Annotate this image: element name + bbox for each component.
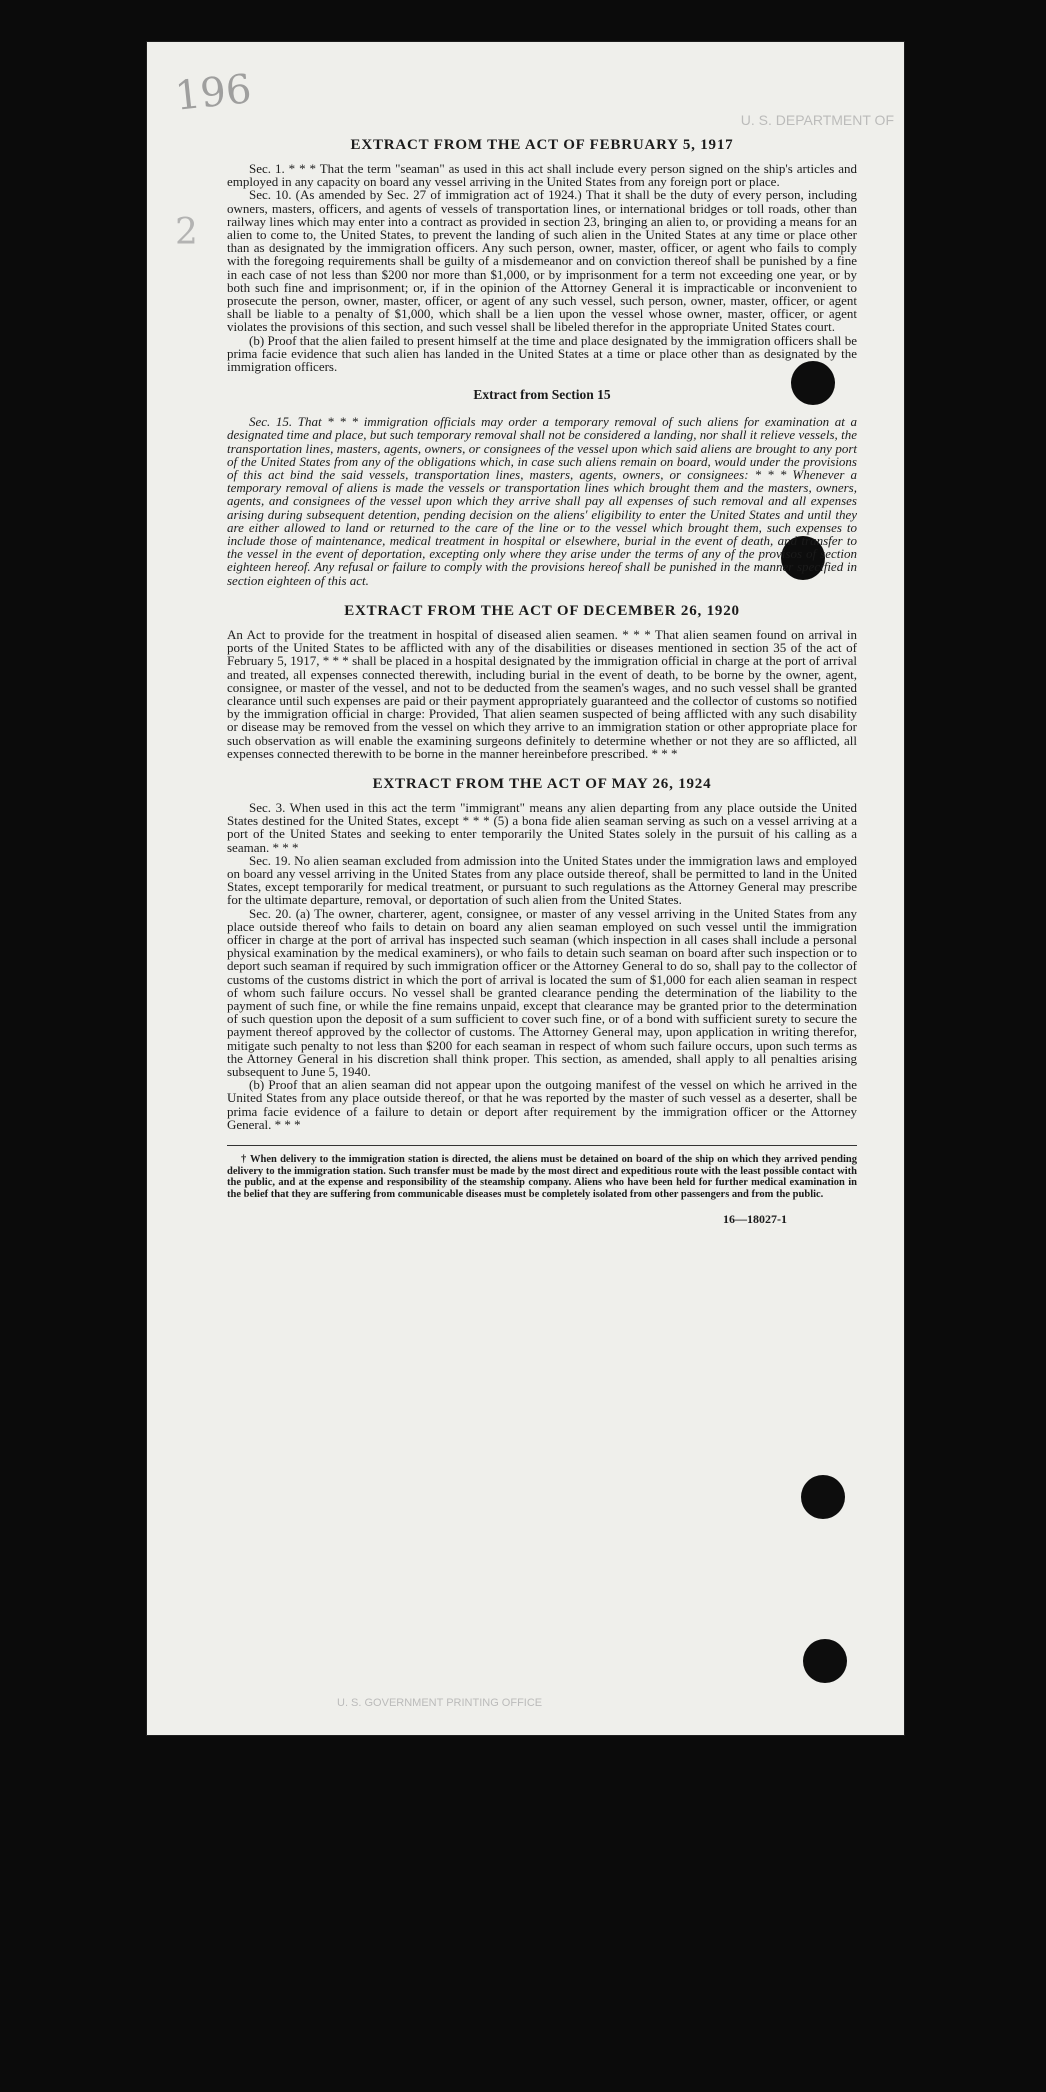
heading-act-1917: EXTRACT FROM THE ACT OF FEBRUARY 5, 1917 (350, 137, 734, 153)
paragraph-sec-20a: Sec. 20. (a) The owner, charterer, agent, consignee, or master of any vessel arriving in the United States from any place outside thereof who fails to detain on board any alien seaman employed on such vessel until the immigration officer in charge at the port of arrival has inspected such seaman (which inspection in all cases shall include a personal physical examination by the medical examiners), or who fails to detain such seaman on board after such inspection or to deport such seaman if required by such immigration officer or the Attorney General to do so, shall pay to the collector of customs of the customs district in which the port of arrival is located the sum of $1,000 for each alien seaman in respect of whom such failure occurs. No vessel shall be granted clearance pending the determination of the liability to the payment of such fine, or while the fine remains unpaid, except that clearance may be granted prior to the determination of such question upon the deposit of a sum sufficient to cover such fine, or of a bond with sufficient surety to secure the payment thereof approved by the collector of customs. The Attorney General may, upon application in writing therefor, mitigate such penalty to not less than $200 for each seaman in respect of whom such failure occurs, upon such terms as the Attorney General in his discretion shall think proper. This section, as amended, shall apply to all penalties arising subsequent to June 5, 1940. (227, 905, 857, 1079)
handwritten-margin-mark: 2 (175, 212, 198, 253)
punch-hole-4 (803, 1639, 847, 1683)
punch-hole-3 (801, 1475, 845, 1519)
bleed-through-footer: U. S. GOVERNMENT PRINTING OFFICE (337, 1697, 543, 1709)
handwritten-margin-number: 196 (172, 66, 254, 120)
heading-act-1920: EXTRACT FROM THE ACT OF DECEMBER 26, 1920 (344, 602, 740, 619)
paragraph-sec-10b: (b) Proof that the alien failed to present himself at the time and place designated by the immigration officers shall be prima facie evidence that such alien has landed in the United States at a time or place other than as designated by the immigration officers. (227, 332, 857, 375)
paragraph-sec-19: Sec. 19. No alien seaman excluded from admission into the United States under the immigration laws and employed on board any vessel arriving in the United States from any place outside thereof, shall be permitted to land in the United States, except temporarily for medical treatment, or pursuant to such regulations as the Attorney General may prescribe for the ultimate departure, removal, or deportation of such alien from the United States. (227, 852, 857, 908)
footnote-divider (227, 1145, 857, 1146)
heading-section-15: Extract from Section 15 (473, 387, 611, 403)
paragraph-sec-1: Sec. 1. * * * That the term "seaman" as used in this act shall include every person signed on the ship's articles and employed in any capacity on board any vessel arriving in the United States from any foreign port or place. (227, 161, 857, 190)
paragraph-sec-10: Sec. 10. (As amended by Sec. 27 of immigration act of 1924.) That it shall be the duty of every person, including owners, masters, officers, and agents of vessels of transportation lines, or international bridges or toll roads, other than railway lines which may enter into a contract as provided in section 23, bringing an alien to, or providing a means for an alien to come to, the United States, to prevent the landing of such alien in the United States at any time or place other than as designated by the immigration officers. Any such person, owner, master, officer, or agent who fails to comply with the foregoing requirements shall be guilty of a misdemeanor and on conviction thereof shall be punished by a fine in each case of not less than $200 nor more than $1,000, or by imprisonment for a term not exceeding one year, or by both such fine and imprisonment; or, if in the opinion of the Attorney General it is impracticable or inconvenient to prosecute the person, owner, master, officer, or agent of any such vessel, such person, owner, master, officer, or agent shall be liable to a penalty of $1,000, which shall be a lien upon the vessel whose owner, master, officer, or agent violates the provisions of this section, and such vessel shall be libeled therefor in the appropriate United States court. (227, 187, 857, 335)
bleed-through-header: U. S. DEPARTMENT OF (740, 112, 894, 128)
paragraph-sec-3: Sec. 3. When used in this act the term "immigrant" means any alien departing from any place outside the United States destined for the United States, except * * * (5) a bona fide alien seaman serving as such on a vessel arriving at a port of the United States and seeking to enter temporarily the United States solely in the pursuit of his calling as a seaman. * * * (227, 799, 857, 855)
document-page (147, 42, 904, 1735)
document-number: 16—18027-1 (723, 1212, 787, 1226)
paragraph-sec-15: Sec. 15. That * * * immigration officials may order a temporary removal of such aliens for examination at a designated time and place, but such temporary removal shall not be considered a landing, nor shall it relieve vessels, the transportation lines, masters, agents, owners, or consignees of the vessel upon which said aliens are brought to any port of the United States from any of the obligations which, in case such aliens remain on board, would under the provisions of this act bind the said vessels, transportation lines, masters, agents, owners, or consignees: * * * Whenever a temporary removal of aliens is made the vessels or transportation lines which brought them and the masters, owners, agents, and consignees of the vessel upon which they arrive shall pay all expenses of such removal and all expenses arising during subsequent detention, pending decision on the aliens' eligibility to enter the United States and until they are either allowed to land or returned to the care of the line or to the vessel which brought them, such expenses to include those of maintenance, medical treatment in hospital or elsewhere, burial in the event of death, and transfer to the vessel in the event of deportation, excepting only where they arise under the terms of any of the provisos of section eighteen hereof. Any refusal or failure to comply with the provisions hereof shall be punished in the manner specified in section eighteen of this act. (227, 414, 857, 588)
paragraph-sec-20b: (b) Proof that an alien seaman did not appear upon the outgoing manifest of the vessel on which he arrived in the United States from any place outside thereof, or that he was reported by the master of such vessel as a deserter, shall be prima facie evidence of a failure to detain or deport after requirement by the immigration officer or the Attorney General. * * * (227, 1077, 857, 1132)
paragraph-act-1920: An Act to provide for the treatment in hospital of diseased alien seamen. * * * That alien seamen found on arrival in ports of the United States to be afflicted with any of the disabilities or diseases mentioned in section 35 of the act of February 5, 1917, * * * shall be placed in a hospital designated by the immigration official in charge at the port of arrival and treated, all expenses connected therewith, including burial in the event of death, to be borne by the owner, agent, consignee, or master of the vessel, and not to be deducted from the seamen's wages, and no such vessel shall be granted clearance until such expenses are paid or their payment appropriately guaranteed and the collector of customs so notified by the immigration official in charge: Provided, That alien seamen suspected of being afflicted with any such disability or disease may be removed from the vessel on which they arrive to an immigration station or other appropriate place for such observation as will enable the examining surgeons definitely to determine whether or not they are so afflicted, all expenses connected therewith to be borne in the manner hereinbefore prescribed. * * * (227, 626, 857, 761)
footnote: † When delivery to the immigration station is directed, the aliens must be detained on board of the ship on which they arrived pending delivery to the immigration station. Such transfer must be made by the most direct and expeditious route with the least possible contact with the public, and at the expense and responsibility of the steamship company. Aliens who have been held for further medical examination in the belief that they are suffering from communicable diseases must be completely isolated from other passengers and from the public. (227, 1154, 857, 1200)
document-body (227, 137, 857, 1227)
heading-act-1924: EXTRACT FROM THE ACT OF MAY 26, 1924 (372, 775, 712, 792)
